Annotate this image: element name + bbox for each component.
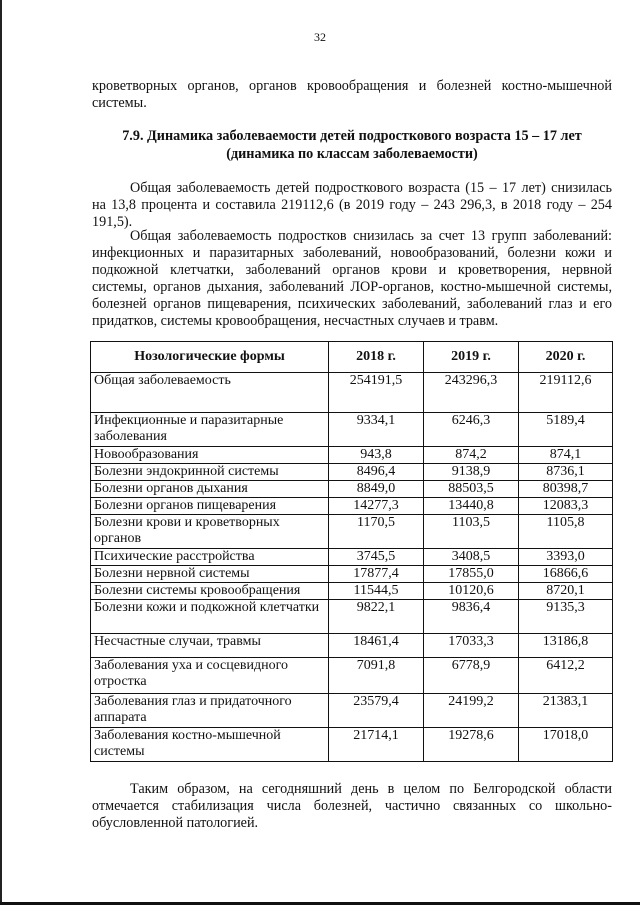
header-2018: 2018 г.	[329, 342, 424, 373]
value-2020-cell: 12083,3	[519, 498, 613, 515]
paragraph-disease-groups: Общая заболеваемость подростков снизилась за счет 13 групп заболеваний: инфекционных и паразитарных заболеваний, новообразований, болезни кожи и подкожной клетчатки, заболеваний органов крови и кроветворения, нервной системы, органов дыхания, заболеваний ЛОР-органов, костно-мышечной системы, болезней органов пищеварения, психических заболеваний, заболеваний глаз и его придатков, системы кровообращения, несчастных случаев и травм.	[92, 228, 612, 329]
row-name-cell: Заболевания глаз и придаточного аппарата	[91, 694, 329, 728]
table-row	[91, 481, 613, 498]
row-name-cell: Болезни органов дыхания	[91, 481, 329, 498]
paragraph-total-morbidity: Общая заболеваемость детей подросткового возраста (15 – 17 лет) снизилась на 13,8 процента и составила 219112,6 (в 2019 году – 243 296,3, в 2018 году – 254 191,5).	[92, 180, 612, 230]
header-2020: 2020 г.	[519, 342, 613, 373]
row-name-cell: Болезни нервной системы	[91, 566, 329, 583]
table-row	[91, 413, 613, 447]
table-row	[91, 728, 613, 762]
table-body	[91, 373, 613, 762]
header-2019: 2019 г.	[424, 342, 519, 373]
row-name-cell: Болезни системы кровообращения	[91, 583, 329, 600]
value-2020-cell: 874,1	[519, 447, 613, 464]
row-name-cell: Болезни органов пищеварения	[91, 498, 329, 515]
value-2018-cell: 7091,8	[329, 658, 424, 694]
value-2018-cell: 9334,1	[329, 413, 424, 447]
value-2019-cell: 243296,3	[424, 373, 519, 413]
value-2019-cell: 874,2	[424, 447, 519, 464]
row-name-cell: Заболевания уха и сосцевидного отростка	[91, 658, 329, 694]
row-name-cell: Психические расстройства	[91, 549, 329, 566]
row-name-cell: Новообразования	[91, 447, 329, 464]
value-2020-cell: 219112,6	[519, 373, 613, 413]
value-2020-cell: 1105,8	[519, 515, 613, 549]
section-heading	[92, 127, 612, 163]
value-2019-cell: 17855,0	[424, 566, 519, 583]
value-2018-cell: 3745,5	[329, 549, 424, 566]
row-name-cell: Болезни крови и кроветворных органов	[91, 515, 329, 549]
row-name-cell: Несчастные случаи, травмы	[91, 634, 329, 658]
value-2020-cell: 8720,1	[519, 583, 613, 600]
value-2019-cell: 17033,3	[424, 634, 519, 658]
value-2018-cell: 9822,1	[329, 600, 424, 634]
value-2020-cell: 6412,2	[519, 658, 613, 694]
value-2019-cell: 6246,3	[424, 413, 519, 447]
value-2018-cell: 23579,4	[329, 694, 424, 728]
value-2018-cell: 943,8	[329, 447, 424, 464]
scan-edge-left	[0, 0, 2, 905]
value-2018-cell: 254191,5	[329, 373, 424, 413]
value-2019-cell: 6778,9	[424, 658, 519, 694]
table-row	[91, 694, 613, 728]
conclusion-paragraph: Таким образом, на сегодняшний день в целом по Белгородской области отмечается стабилизация числа болезней, частично связанных со школьно-обусловленной патологией.	[92, 781, 612, 831]
value-2020-cell: 9135,3	[519, 600, 613, 634]
row-name-cell: Заболевания костно-мышечной системы	[91, 728, 329, 762]
table-row	[91, 549, 613, 566]
table-row	[91, 515, 613, 549]
value-2019-cell: 13440,8	[424, 498, 519, 515]
value-2019-cell: 1103,5	[424, 515, 519, 549]
table-row	[91, 583, 613, 600]
value-2020-cell: 13186,8	[519, 634, 613, 658]
morbidity-table	[90, 341, 613, 762]
table-row	[91, 464, 613, 481]
row-name-cell: Инфекционные и паразитарные заболевания	[91, 413, 329, 447]
continuation-paragraph: кроветворных органов, органов кровообращения и болезней костно-мышечной системы.	[92, 78, 612, 111]
value-2020-cell: 5189,4	[519, 413, 613, 447]
value-2020-cell: 3393,0	[519, 549, 613, 566]
heading-line-1: 7.9. Динамика заболеваемости детей подросткового возраста 15 – 17 лет	[122, 128, 582, 144]
table-row	[91, 498, 613, 515]
value-2018-cell: 8849,0	[329, 481, 424, 498]
table-row	[91, 447, 613, 464]
row-name-cell: Болезни кожи и подкожной клетчатки	[91, 600, 329, 634]
value-2019-cell: 3408,5	[424, 549, 519, 566]
row-name-cell: Общая заболеваемость	[91, 373, 329, 413]
value-2018-cell: 1170,5	[329, 515, 424, 549]
value-2019-cell: 19278,6	[424, 728, 519, 762]
value-2019-cell: 9836,4	[424, 600, 519, 634]
heading-line-2: (динамика по классам заболеваемости)	[226, 146, 478, 162]
page-number: 32	[314, 30, 326, 44]
value-2019-cell: 10120,6	[424, 583, 519, 600]
value-2018-cell: 14277,3	[329, 498, 424, 515]
value-2018-cell: 21714,1	[329, 728, 424, 762]
value-2020-cell: 16866,6	[519, 566, 613, 583]
value-2019-cell: 88503,5	[424, 481, 519, 498]
table-row	[91, 658, 613, 694]
table-row	[91, 600, 613, 634]
value-2020-cell: 80398,7	[519, 481, 613, 498]
table-row	[91, 373, 613, 413]
row-name-cell: Болезни эндокринной системы	[91, 464, 329, 481]
value-2020-cell: 17018,0	[519, 728, 613, 762]
value-2019-cell: 24199,2	[424, 694, 519, 728]
table-row	[91, 634, 613, 658]
value-2018-cell: 11544,5	[329, 583, 424, 600]
value-2020-cell: 8736,1	[519, 464, 613, 481]
table-header-row	[91, 342, 613, 373]
table-row	[91, 566, 613, 583]
value-2020-cell: 21383,1	[519, 694, 613, 728]
value-2018-cell: 18461,4	[329, 634, 424, 658]
value-2018-cell: 8496,4	[329, 464, 424, 481]
header-nosological-forms: Нозологические формы	[91, 342, 329, 373]
value-2018-cell: 17877,4	[329, 566, 424, 583]
value-2019-cell: 9138,9	[424, 464, 519, 481]
